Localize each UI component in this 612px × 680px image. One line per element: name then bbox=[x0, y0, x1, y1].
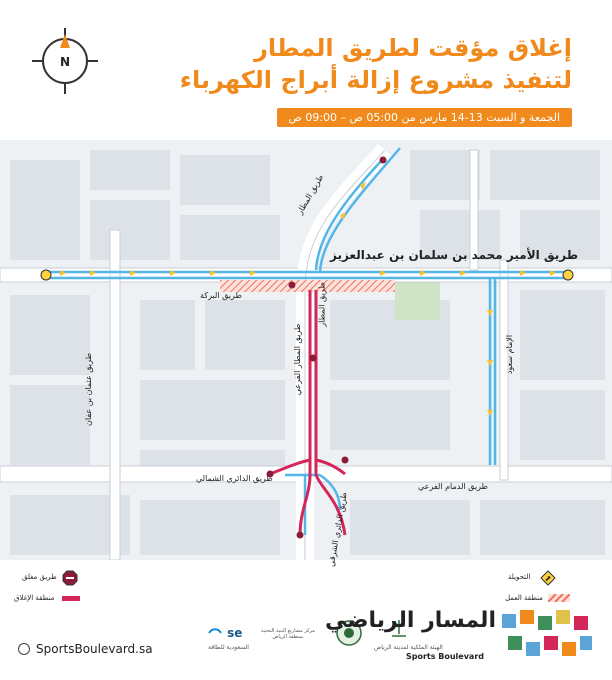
website-link[interactable] bbox=[18, 642, 153, 656]
compass-letter: N bbox=[59, 55, 71, 69]
compass-icon bbox=[30, 26, 100, 96]
label-airport-service-road: طريق المطار الفرعي bbox=[293, 323, 303, 396]
legend-work-zone: منطقة العمل bbox=[505, 594, 543, 602]
se-logo-sub: السعودية للطاقة bbox=[208, 644, 249, 651]
globe-icon bbox=[18, 643, 30, 655]
sports-boulevard-logo-mark bbox=[500, 608, 596, 668]
website-text: SportsBoulevard.sa bbox=[36, 642, 153, 656]
sports-boulevard-english: Sports Boulevard bbox=[405, 652, 484, 661]
work-zone-swatch bbox=[548, 594, 570, 602]
rcrc-logo-text: الهيئة الملكية لمدينة الرياض bbox=[374, 644, 443, 651]
svg-text:⬈: ⬈ bbox=[544, 574, 552, 583]
label-north-ring-road: طريق الدائري الشمالي bbox=[196, 474, 273, 483]
label-othman-road: طريق عثمان بن عفان bbox=[83, 353, 93, 426]
title-line-2: لتنفيذ مشروع إزالة أبراج الكهرباء bbox=[179, 66, 572, 94]
green-area bbox=[395, 280, 440, 320]
label-imam-saud-road: الإمام سعود bbox=[505, 334, 515, 375]
closed-road-icon bbox=[62, 570, 78, 586]
header bbox=[0, 0, 612, 140]
label-airport-road: طريق المطار bbox=[295, 173, 326, 216]
label-birka-road: طريق البركة bbox=[200, 291, 242, 300]
legend-detour: التحويلة bbox=[508, 573, 531, 581]
se-logo-mark bbox=[208, 627, 222, 637]
map bbox=[0, 140, 612, 568]
label-east-ring-road: طريق الدائري الشرقي bbox=[326, 491, 349, 568]
detour-sign-icon bbox=[540, 570, 556, 586]
label-dammam-service-road: طريق الدمام الفرعي bbox=[418, 482, 488, 491]
label-prince-mohammed-road: طريق الأمير محمد بن سلمان بن عبدالعزيز bbox=[330, 248, 579, 262]
legend-closed-road: طريق مغلق bbox=[22, 573, 57, 581]
title-line-1: إغلاق مؤقت لطريق المطار bbox=[254, 34, 572, 62]
label-airport-road-2: طريق المطار bbox=[317, 282, 327, 327]
schedule-banner: الجمعة و السبت 13-14 مارس من 05:00 ص – 09:00 ص bbox=[277, 108, 572, 127]
footer bbox=[0, 560, 612, 680]
se-logo bbox=[208, 622, 249, 651]
work-zone-hatch bbox=[220, 280, 395, 292]
sports-boulevard-arabic: المسار الرياضي bbox=[324, 608, 496, 633]
projects-logo-text: مركز مشاريع البنية التحتية بمنطقة الرياض bbox=[261, 628, 315, 640]
closure-zone-swatch bbox=[62, 596, 80, 601]
se-logo-text: se bbox=[227, 626, 243, 640]
legend-closure-zone: منطقة الإغلاق bbox=[14, 594, 55, 602]
